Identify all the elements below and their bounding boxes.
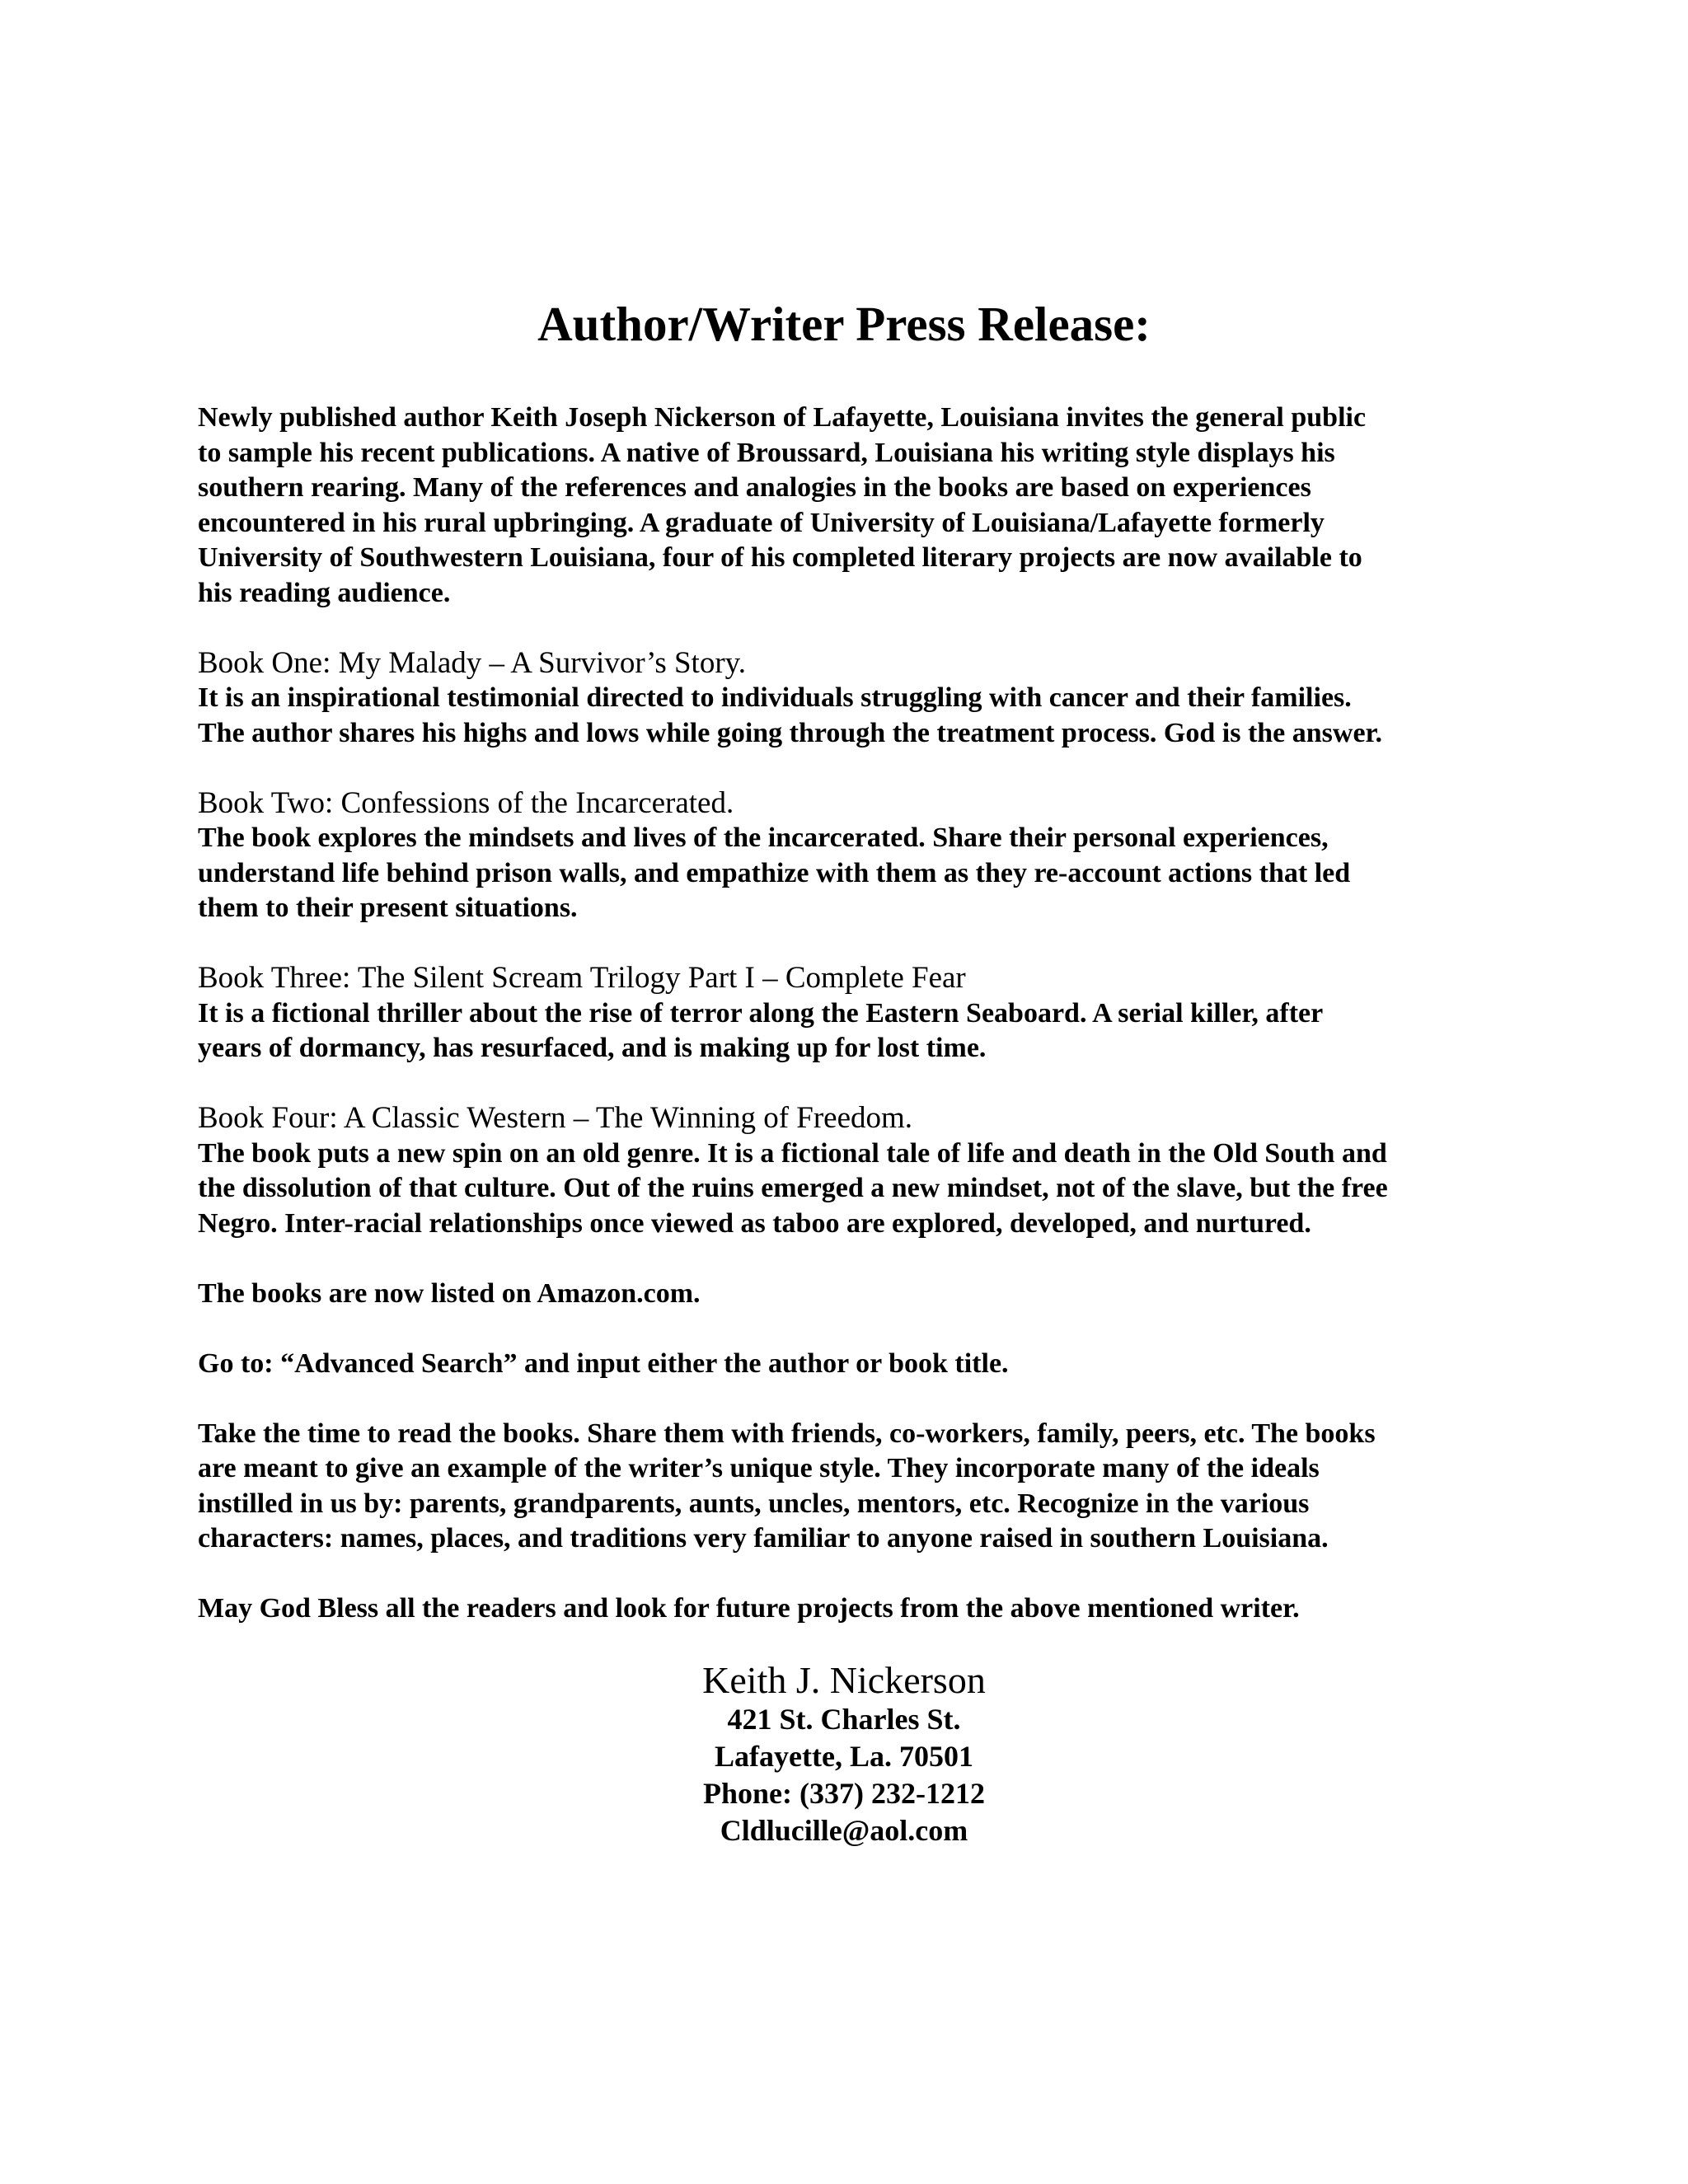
book-two-heading: Book Two: Confessions of the Incarcerated.: [198, 785, 734, 820]
book-four-section: [198, 1101, 1525, 1241]
intro-line: University of Southwestern Louisiana, four of his completed literary projects are now available to: [198, 542, 1362, 573]
book-one-section: [198, 646, 1525, 752]
paragraph-line: instilled in us by: parents, grandparents, aunts, uncles, mentors, etc. Recognize in the various: [198, 1488, 1310, 1519]
document-body: [198, 401, 1525, 1627]
book-four-description: [198, 1137, 1525, 1242]
description-line: understand life behind prison walls, and empathize with them as they re-account actions that led: [198, 857, 1351, 888]
description-line: The author shares his highs and lows while going through the treatment process. God is the answer.: [198, 717, 1383, 748]
book-two-section: [198, 786, 1525, 926]
description-line: years of dormancy, has resurfaced, and is making up for lost time.: [198, 1033, 987, 1063]
city-state-zip: Lafayette, La. 70501: [715, 1740, 973, 1773]
paragraph-line: are meant to give an example of the writer’s unique style. They incorporate many of the ideals: [198, 1453, 1320, 1483]
phone-number: Phone: (337) 232-1212: [703, 1777, 985, 1810]
author-name: Keith J. Nickerson: [702, 1659, 986, 1701]
author-signature-block: [0, 1660, 1688, 1849]
intro-paragraph: [198, 401, 1525, 611]
description-line: The book puts a new spin on an old genre. It is a fictional tale of life and death in the Old South and: [198, 1137, 1387, 1169]
intro-line: encountered in his rural upbringing. A graduate of University of Louisiana/Lafayette formerly: [198, 507, 1325, 538]
description-line: Negro. Inter-racial relationships once viewed as taboo are explored, developed, and nurtured.: [198, 1207, 1311, 1239]
book-one-description: [198, 681, 1525, 751]
search-instructions: Go to: “Advanced Search” and input either the author or book title.: [198, 1347, 1009, 1379]
book-one-heading: Book One: My Malady – A Survivor’s Story.: [198, 645, 746, 680]
paragraph-line: Take the time to read the books. Share them with friends, co-workers, family, peers, etc. The books: [198, 1418, 1376, 1449]
intro-line: to sample his recent publications. A native of Broussard, Louisiana his writing style displays his: [198, 437, 1335, 468]
email-address: Cldlucille@aol.com: [720, 1814, 968, 1847]
description-line: It is an inspirational testimonial directed to individuals struggling with cancer and their families.: [198, 682, 1352, 713]
closing-blessing: May God Bless all the readers and look for future projects from the above mentioned writer.: [198, 1593, 1300, 1624]
amazon-listing-note: The books are now listed on Amazon.com.: [198, 1277, 701, 1309]
intro-line: Newly published author Keith Joseph Nickerson of Lafayette, Louisiana invites the general public: [198, 402, 1367, 433]
book-three-section: [198, 961, 1525, 1066]
book-three-heading: Book Three: The Silent Scream Trilogy Part I – Complete Fear: [198, 961, 966, 995]
intro-line: southern rearing. Many of the references and analogies in the books are based on experiences: [198, 472, 1311, 503]
book-four-heading: Book Four: A Classic Western – The Winning of Freedom.: [198, 1101, 913, 1135]
book-three-description: [198, 996, 1525, 1066]
description-line: them to their present situations.: [198, 893, 578, 923]
document-title: Author/Writer Press Release:: [537, 297, 1151, 351]
intro-line: his reading audience.: [198, 577, 451, 608]
book-two-description: [198, 821, 1525, 926]
paragraph-line: characters: names, places, and traditions very familiar to anyone raised in southern Louisiana.: [198, 1523, 1329, 1554]
street-address: 421 St. Charles St.: [727, 1703, 961, 1736]
description-line: The book explores the mindsets and lives of the incarcerated. Share their personal experiences,: [198, 823, 1329, 853]
description-line: the dissolution of that culture. Out of the ruins emerged a new mindset, not of the slave, but the free: [198, 1173, 1388, 1203]
reading-encouragement: [198, 1417, 1525, 1557]
description-line: It is a fictional thriller about the rise of terror along the Eastern Seaboard. A serial killer, after: [198, 997, 1324, 1029]
